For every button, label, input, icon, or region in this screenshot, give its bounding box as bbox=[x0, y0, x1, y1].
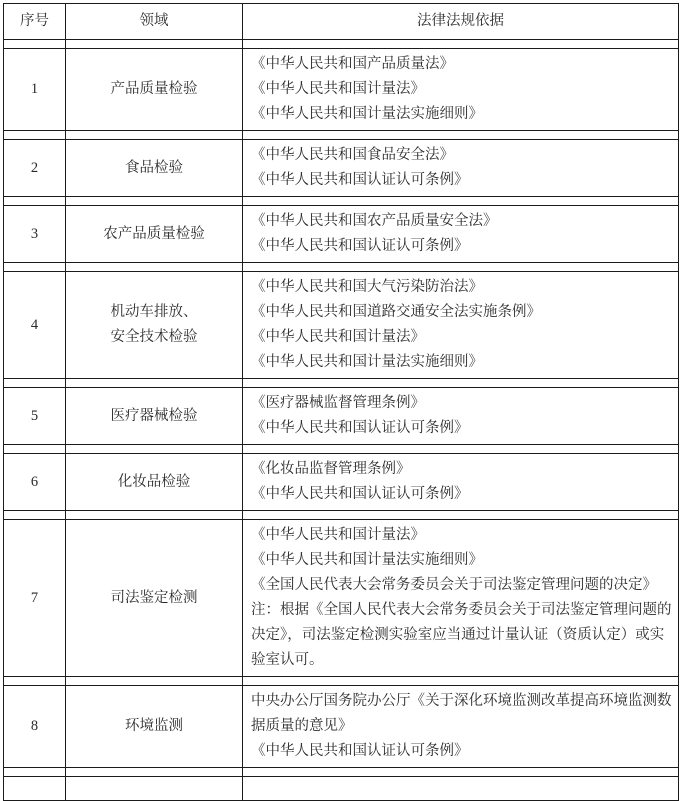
header-row bbox=[4, 4, 679, 40]
row-spacer bbox=[4, 131, 679, 140]
text-line: 《中华人民共和国认证认可条例》 bbox=[251, 743, 469, 759]
regulations-table bbox=[3, 3, 679, 801]
basis-cell bbox=[243, 388, 679, 445]
row-spacer bbox=[4, 677, 679, 686]
field-cell bbox=[66, 206, 243, 263]
table-row bbox=[4, 454, 679, 511]
text-line: 中央办公厅国务院办公厅《关于深化环境监测改革提高环境监测数据质量的意见》 bbox=[251, 693, 672, 734]
text-line: 司法鉴定检测 bbox=[110, 589, 198, 606]
text-line: 《中华人民共和国认证认可条例》 bbox=[251, 172, 469, 188]
field-cell bbox=[66, 272, 243, 379]
row-number: 8 bbox=[4, 686, 66, 768]
row-spacer bbox=[4, 379, 679, 388]
text-line: 环境监测 bbox=[125, 718, 183, 734]
row-number: 6 bbox=[4, 454, 66, 511]
basis-cell bbox=[243, 520, 679, 677]
row-number: 7 bbox=[4, 520, 66, 677]
table-row-clipped bbox=[4, 777, 679, 801]
column-header-number: 序号 bbox=[4, 4, 66, 40]
row-spacer bbox=[4, 445, 679, 454]
text-line: 《全国人民代表大会常务委员会关于司法鉴定管理问题的决定》 bbox=[251, 577, 657, 593]
row-number: 5 bbox=[4, 388, 66, 445]
text-line: 安全技术检验 bbox=[110, 329, 198, 345]
field-cell bbox=[66, 686, 243, 768]
text-line: 《中华人民共和国计量法》 bbox=[251, 329, 425, 345]
table-row bbox=[4, 272, 679, 379]
field-cell bbox=[66, 454, 243, 511]
field-cell bbox=[66, 140, 243, 197]
table-row bbox=[4, 686, 679, 768]
text-line: 食品检验 bbox=[125, 159, 183, 176]
basis-cell bbox=[243, 49, 679, 131]
text-line: 机动车排放、 bbox=[110, 304, 198, 320]
table-row bbox=[4, 140, 679, 197]
text-line: 《中华人民共和国道路交通安全法实施条例》 bbox=[251, 304, 541, 320]
text-line: 农产品质量检验 bbox=[103, 225, 205, 242]
text-line: 《中华人民共和国认证认可条例》 bbox=[251, 486, 469, 502]
column-header-field: 领域 bbox=[66, 4, 243, 40]
table-row bbox=[4, 520, 679, 677]
row-spacer bbox=[4, 197, 679, 206]
text-line: 《中华人民共和国计量法》 bbox=[251, 81, 425, 97]
text-line: 《中华人民共和国计量法实施细则》 bbox=[251, 552, 483, 568]
text-line: 注：根据《全国人民代表大会常务委员会关于司法鉴定管理问题的决定》，司法鉴定检测实验室应当通过计量认证（资质认定）或实验室认可。 bbox=[251, 602, 672, 668]
row-spacer bbox=[4, 768, 679, 777]
text-line: 《化妆品监督管理条例》 bbox=[251, 461, 411, 477]
text-line: 《中华人民共和国认证认可条例》 bbox=[251, 420, 469, 436]
table-row bbox=[4, 49, 679, 131]
text-line: 《中华人民共和国产品质量法》 bbox=[251, 56, 454, 72]
text-line: 《中华人民共和国认证认可条例》 bbox=[251, 238, 469, 254]
text-line: 《中华人民共和国农产品质量安全法》 bbox=[251, 213, 498, 229]
text-line: 《中华人民共和国计量法》 bbox=[251, 527, 425, 543]
field-cell bbox=[66, 388, 243, 445]
basis-cell bbox=[243, 272, 679, 379]
basis-cell bbox=[243, 140, 679, 197]
text-line: 化妆品检验 bbox=[117, 473, 191, 490]
field-cell bbox=[66, 49, 243, 131]
field-cell bbox=[66, 520, 243, 677]
text-line: 《医疗器械监督管理条例》 bbox=[251, 395, 425, 411]
row-spacer bbox=[4, 263, 679, 272]
text-line: 《中华人民共和国大气污染防治法》 bbox=[251, 279, 483, 295]
row-number: 2 bbox=[4, 140, 66, 197]
row-spacer bbox=[4, 40, 679, 49]
table-row bbox=[4, 388, 679, 445]
row-number: 3 bbox=[4, 206, 66, 263]
basis-cell bbox=[243, 686, 679, 768]
text-line: 《中华人民共和国计量法实施细则》 bbox=[251, 106, 483, 122]
basis-cell bbox=[243, 206, 679, 263]
text-line: 《中华人民共和国食品安全法》 bbox=[251, 147, 454, 163]
basis-cell bbox=[243, 454, 679, 511]
text-line: 产品质量检验 bbox=[110, 81, 198, 97]
column-header-basis: 法律法规依据 bbox=[243, 4, 679, 40]
row-spacer bbox=[4, 511, 679, 520]
text-line: 医疗器械检验 bbox=[110, 407, 198, 424]
row-number: 1 bbox=[4, 49, 66, 131]
table-row bbox=[4, 206, 679, 263]
text-line: 《中华人民共和国计量法实施细则》 bbox=[251, 354, 483, 370]
row-number: 4 bbox=[4, 272, 66, 379]
